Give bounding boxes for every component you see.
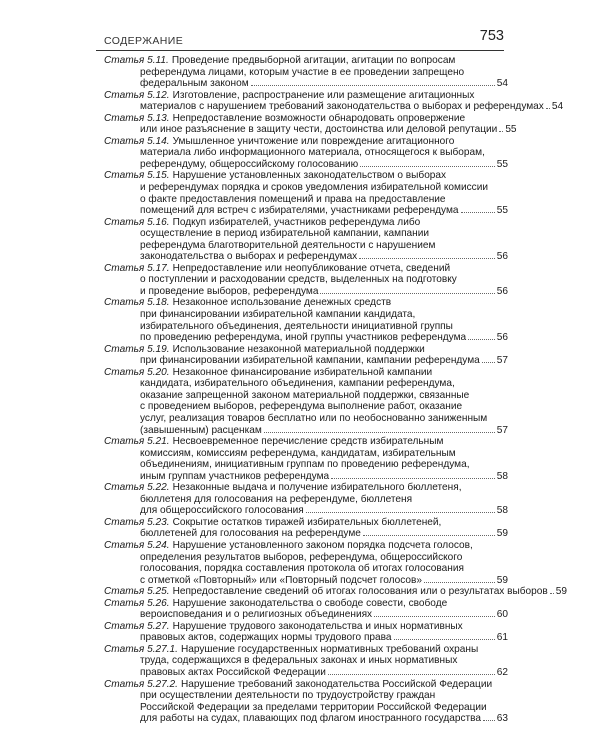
entry-title-text: при финансировании избирательной кампании кандидата, [140,309,416,321]
entry-page-number: 55 [505,124,517,136]
entry-page-number: 62 [496,666,508,678]
toc-entry [104,482,508,517]
toc-entry-line [104,552,508,564]
toc-entry-line [104,309,508,321]
toc-entry-line [104,240,508,252]
toc-entry-line [104,436,508,448]
entry-title-text: Нарушение установленных законодательством о выборах [172,170,447,182]
article-label: Статья 5.13. [104,112,170,124]
entry-title-text: Использование незаконной материальной поддержки [172,343,425,355]
entry-title-text: Сокрытие остатков тиражей избирательных бюллетеней, [172,516,442,528]
dot-leader [461,211,495,213]
toc-entry-line [104,667,508,679]
toc-entry [104,344,508,367]
article-label: Статья 5.25. [104,586,170,598]
article-label: Статья 5.20. [104,366,170,378]
toc-entry [104,586,567,598]
entry-title-text: объединениям, инициативным группам по проведению референдума, [140,459,470,471]
toc-entry [104,112,517,136]
toc-entry-line [104,459,508,471]
toc-entry-line [104,251,508,263]
entry-title-text: осуществление в период избирательной кампании, кампании [140,228,430,240]
entry-title-text: бюллетеней для голосования на референдуме [140,528,361,540]
entry-page-number: 59 [555,586,567,598]
entry-title-text: избирательного объединения, деятельности инициативной группы [140,320,453,332]
entry-title-text: при финансировании избирательной кампании, кампании референдума [140,355,480,367]
toc-entry-line [104,55,508,67]
dot-leader [550,592,554,594]
dot-leader [424,581,495,583]
entry-title-text: Нарушение законодательства о свободе совести, свободе [172,597,448,609]
toc-entry-line [104,344,508,356]
toc-entry-line [104,378,508,390]
toc-entry-line [104,217,508,229]
entry-page-number: 59 [496,528,508,540]
toc-entry-line [104,124,517,136]
toc-entry-line [104,413,508,425]
article-label: Статья 5.26. [104,597,170,609]
entry-title-text: иным группам участников референдума [140,470,330,482]
toc-entry [104,679,508,725]
entry-title-text: о факте предоставления помещений и права на предоставление [140,193,446,205]
entry-title-text: Незаконное финансирование избирательной кампании [172,366,433,378]
entry-title-text: и проведение выборов, референдума [140,285,319,297]
toc-entry-line [104,205,508,217]
article-label: Статья 5.27.1. [104,643,178,655]
dot-leader [264,431,495,433]
entry-title-text: референдума благотворительной деятельности с нарушением [140,239,436,251]
article-label: Статья 5.24. [104,539,170,551]
toc-entry [104,644,508,679]
toc-entry [104,89,564,113]
entry-title-text: для общероссийского голосования [140,505,304,517]
entry-page-number: 56 [496,332,508,344]
toc-entry-line [104,286,508,298]
toc-entry-line [104,471,508,483]
dot-leader [320,292,494,294]
entry-page-number: 60 [496,609,508,621]
article-label: Статья 5.19. [104,343,170,355]
article-label: Статья 5.16. [104,216,170,228]
toc-entry [104,263,508,298]
toc-entry-line [104,182,508,194]
toc-entry-line [104,90,508,102]
toc-entry [104,540,508,586]
toc-entry-line [104,425,508,437]
entry-title-text: материалов с нарушением требований законодательства о выборах и референдумах [140,101,544,113]
entry-title-text: Непредоставление сведений об итогах голосования или о результатах выборов [172,586,548,598]
entry-title-text: услуг, реализация товаров бесплатно или по необоснованно заниженным [140,412,488,424]
toc-entry-line [104,67,508,79]
toc-entry-line [104,297,508,309]
entry-title-text: референдума лицами, которым участие в ее проведении запрещено [140,66,465,78]
toc-entry-line [104,263,508,275]
entry-title-text: о поступлении и расходовании средств, выделенных на подготовку [140,274,457,286]
entry-title-text: федеральным законом [140,78,249,90]
toc-entry [104,598,508,621]
entry-title-text: материала либо информационного материала, относящегося к выборам, [140,147,485,159]
toc-entry-line [104,621,508,633]
article-label: Статья 5.14. [104,135,170,147]
entry-title-text: кандидата, избирательного объединения, кампании референдума, [140,378,455,390]
entry-title-text: законодательства о выборах и референдумах [140,251,358,263]
toc-entry-line [104,540,508,552]
entry-title-text: Нарушение государственных нормативных требований охраны [180,643,479,655]
dot-leader [482,361,495,363]
entry-page-number: 57 [496,424,508,436]
toc-entry-line [104,401,508,413]
toc-entry-line [104,609,508,621]
article-label: Статья 5.12. [104,89,170,101]
toc-entry-line [104,644,508,656]
entry-page-number: 58 [496,470,508,482]
article-label: Статья 5.11. [104,55,169,66]
dot-leader [331,477,495,479]
article-label: Статья 5.18. [104,297,170,309]
page-number: 753 [479,28,504,44]
toc-entry-line [104,690,508,702]
entry-page-number: 55 [496,205,508,217]
article-label: Статья 5.17. [104,262,170,274]
entry-page-number: 55 [496,158,508,170]
entry-title-text: Незаконные выдача и получение избирательного бюллетеня, [172,482,462,494]
toc-entry-line [104,321,508,333]
entry-page-number: 61 [496,632,508,644]
toc-entry [104,621,508,644]
entry-title-text: Российской Федерации за пределами территории Российской Федерации [140,701,487,713]
dot-leader [483,719,495,721]
entry-title-text: Проведение предвыборной агитации, агитации по вопросам [171,55,456,66]
toc-entry-line [104,702,508,714]
entry-title-text: Непредоставление возможности обнародовать опровержение [172,112,466,124]
toc-entry [104,367,508,436]
toc-entry-line [104,136,508,148]
entry-title-text: бюллетеня для голосования на референдуме, бюллетеня [140,493,413,505]
dot-leader [360,165,495,167]
toc-entry-line [104,170,508,182]
toc-entry [104,136,508,171]
dot-leader [394,638,495,640]
toc-entry-line [104,101,564,113]
toc-entry-line [104,448,508,460]
toc-entry-line [104,390,508,402]
section-title: СОДЕРЖАНИЕ [104,35,184,47]
entry-title-text: помещений для встреч с избирателями, участниками референдума [140,205,459,217]
toc-entry-line [104,482,508,494]
toc-entry [104,436,508,482]
entry-title-text: для работы на судах, плавающих под флагом иностранного государства [140,713,482,725]
dot-leader [359,257,495,259]
toc-entry-line [104,113,508,125]
toc-entry-line [104,355,508,367]
dot-leader [306,511,495,513]
article-label: Статья 5.15. [104,170,170,182]
entry-title-text: Непредоставление или неопубликование отчета, сведений [172,262,451,274]
toc-entry-line [104,159,508,171]
toc-entry-line [104,575,508,587]
entry-page-number: 57 [496,355,508,367]
entry-title-text: Подкуп избирателей, участников референдума либо [172,216,421,228]
toc-entry-line [104,713,508,725]
entry-page-number: 56 [496,285,508,297]
article-label: Статья 5.27.2. [104,678,178,690]
toc-entry-line [104,367,508,379]
entry-title-text: Нарушение трудового законодательства и иных нормативных [172,620,463,632]
entry-title-text: вероисповедания и о религиозных объединениях [140,609,373,621]
entry-title-text: или иное разъяснение в защиту чести, достоинства или деловой репутации [140,124,498,136]
toc-entry-line [104,274,508,286]
dot-leader [363,534,495,536]
entry-title-text: Нарушение установленного законом порядка подсчета голосов, [172,539,473,551]
entry-title-text: Изготовление, распространение или размещение агитационных [172,89,475,101]
entry-title-text: референдуму, общероссийскому голосованию [140,158,359,170]
toc-entry-line [104,632,508,644]
entry-title-text: с отметкой «Повторный» или «Повторный подсчет голосов» [140,574,423,586]
toc-entry-line [104,528,508,540]
toc-entry-line [104,563,508,575]
article-label: Статья 5.23. [104,516,170,528]
entry-title-text: Незаконное использование денежных средств [172,297,392,309]
entry-title-text: оказание запрещенной законом материальной поддержки, связанные [140,389,470,401]
entry-title-text: Умышленное уничтожение или повреждение агитационного [172,135,455,147]
toc-entry-line [104,78,508,90]
entry-title-text: Несвоевременное перечисление средств избирательным [172,436,444,448]
toc-entry-line [104,655,508,667]
article-label: Статья 5.22. [104,482,170,494]
entry-title-text: комиссиям, комиссиям референдума, кандидатам, избирательным [140,447,456,459]
entry-title-text: с проведением выборов, референдума выполнение работ, оказание [140,401,463,413]
toc-entry-line [104,679,508,691]
entry-title-text: голосования, порядка составления протокола об итогах голосования [140,563,464,575]
table-of-contents [104,55,567,725]
dot-leader [251,84,495,86]
entry-title-text: (завышенным) расценкам [140,424,262,436]
toc-entry-line [104,517,508,529]
toc-entry-line [104,505,508,517]
toc-entry-line [104,332,508,344]
entry-title-text: труда, содержащихся в федеральных законах и иных нормативных [140,655,458,667]
entry-title-text: правовых актов, содержащих нормы трудового права [140,632,392,644]
entry-page-number: 56 [496,251,508,263]
dot-leader [499,130,503,132]
article-label: Статья 5.21. [104,436,170,448]
toc-entry-line [104,228,508,240]
entry-page-number: 54 [551,101,564,113]
entry-title-text: определения результатов выборов, референдума, общероссийского [140,551,463,563]
entry-page-number: 58 [496,505,508,517]
entry-title-text: Нарушение требований законодательства Российской Федерации [180,678,493,690]
toc-entry-line [104,586,567,598]
toc-entry-line [104,147,508,159]
toc-entry [104,517,508,540]
toc-entry [104,170,508,216]
entry-title-text: правовых актах Российской Федерации [140,666,326,678]
toc-entry-line [104,598,508,610]
entry-page-number: 59 [496,574,508,586]
dot-leader [468,338,495,340]
entry-page-number: 54 [496,78,508,90]
toc-entry [104,217,508,263]
dot-leader [374,615,495,617]
toc-entry [104,297,508,343]
dot-leader [328,673,495,675]
running-header [96,28,504,51]
entry-page-number: 63 [496,713,508,725]
toc-entry [104,55,508,90]
entry-title-text: при осуществлении деятельности по трудоустройству граждан [140,690,436,702]
toc-entry-line [104,494,508,506]
article-label: Статья 5.27. [104,620,170,632]
toc-entry-line [104,194,508,206]
dot-leader [546,107,550,109]
entry-title-text: по проведению референдума, иной группы участников референдума [140,332,467,344]
entry-title-text: и референдумах порядка и сроков уведомления избирательной комиссии [140,182,488,194]
